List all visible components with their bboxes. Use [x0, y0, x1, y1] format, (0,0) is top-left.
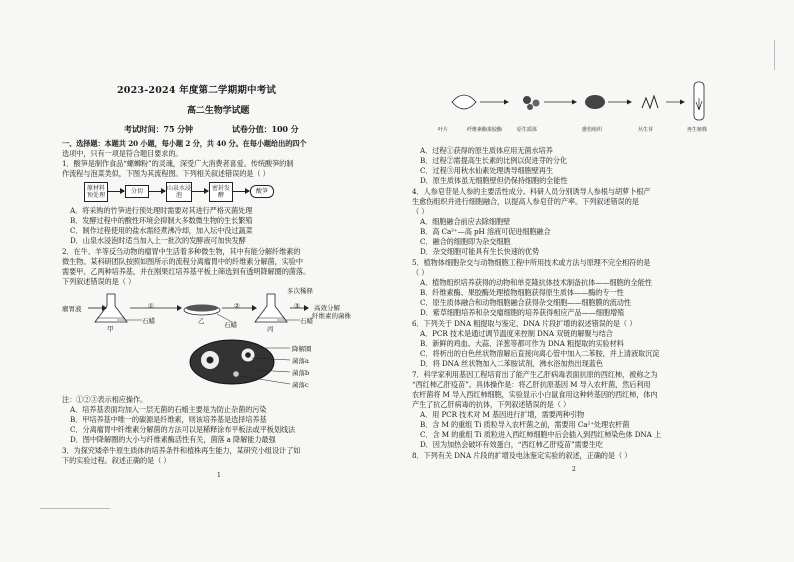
q2-line: 需要甲、乙两种培养基，并在刚果红培养基平板上筛选到有透明降解圈的菌落。	[62, 267, 311, 276]
q2-option: D．图中降解圈的大小与纤维素酶活性有关，菌落 a 降解能力最强	[70, 435, 276, 444]
q4-line: 4．人参皂苷是人参的主要活性成分。科研人员分别诱导人参根与胡萝卜根产	[412, 187, 651, 196]
q1-option: A．将采购的竹笋进行预处理时需要对其进行严格灭菌处理	[70, 206, 253, 215]
scan-mark	[774, 40, 775, 70]
flow-arrow	[191, 191, 208, 192]
q2-line: 2．在牛、羊等反刍动物的瘤胃中生活着多种微生物，其中有能分解纤维素的	[62, 247, 301, 256]
flow-step: 原材料预处理	[84, 182, 108, 202]
q6-option: A．PCR 技术是通过调节温度来控制 DNA 双链的解聚与结合	[420, 329, 613, 338]
q2-option: C．分离瘤胃中纤维素分解菌的方法可以是稀释涂布平板法或平板划线法	[70, 425, 296, 434]
colony-label: 菌落a	[292, 357, 309, 365]
dilution-label: 多次稀释	[287, 287, 313, 295]
callus-icon	[585, 95, 605, 109]
q7-option: A．用 PCR 技术对 M 基因进行扩增，需要两种引物	[420, 410, 585, 419]
page-number: 1	[217, 472, 221, 479]
paraffin-label: 石蜡	[224, 321, 237, 329]
step-label: ①	[148, 302, 154, 310]
result-label: 纤维素的菌株	[312, 312, 351, 320]
q7-line: 农杆菌将 M 导入西红柿细胞，实验显示小白鼠食用这种转基因的西红柿，体内	[412, 390, 658, 399]
shoots-icon	[642, 96, 658, 108]
flow-arrow	[107, 191, 124, 192]
paraffin-label: 石蜡	[142, 317, 155, 325]
fig-label: 叶片	[438, 127, 449, 133]
q4-option: D．杂交细胞可能具有生长快速的优势	[420, 247, 540, 256]
q4-option: C．融合的细胞即为杂交细胞	[420, 237, 511, 246]
flask-label: 丙	[267, 325, 274, 333]
q1-line: 1．酸笋是制作食品“螺蛳粉”的灵魂，深受广大消费者喜爱。传统酸笋的制	[62, 159, 294, 168]
result-label: 高效分解	[314, 304, 340, 312]
q6-option: C．将析出的白色丝状物溶解后直接向离心管中加入二苯胺，并上清液取沉淀	[420, 349, 660, 358]
q4-line: （ ）	[412, 207, 429, 216]
q2-note: 注：①②③表示相应操作。	[62, 395, 148, 404]
q2-line: 微生物。某科研团队按照如图所示的流程分离瘤胃中的纤维素分解菌，实验中	[62, 257, 303, 266]
flow-step: 密封发酵	[209, 182, 233, 202]
q3-line: 下的实验过程。叙述正确的是（ ）	[62, 456, 171, 465]
exam-time: 考试时间：75 分钟	[124, 124, 193, 134]
leaf-icon	[452, 95, 476, 109]
step-label: ②	[234, 302, 240, 310]
q7-line: 7．科学家利用基因工程培育出了能产生乙肝病毒表面抗原的西红柿，被称之为	[412, 370, 658, 379]
q3-option: D．原生质体虽无细胞壁但仍保持细胞的全能性	[420, 176, 568, 185]
q7-option: D．因为加热会破坏有效蛋白，“西红柿乙肝疫苗”需要生吃	[420, 440, 603, 449]
q3-option: B．过程②需提高生长素的比例以促进芽的分化	[420, 156, 567, 165]
flow-step: 山泉水浸泡	[166, 182, 192, 202]
flow-step: 酸笋	[250, 185, 274, 198]
q4-line: 生愈伤组织并进行细胞融合，以提高人参皂苷的产率。下列叙述错误的是	[412, 197, 639, 206]
flow-arrow	[232, 191, 249, 192]
rumen-fluid-label: 瘤胃液	[62, 305, 82, 313]
q7-line: 产生了抗乙肝病毒的抗体，下列叙述错误的是（ ）	[412, 400, 571, 409]
q5-line: （ ）	[412, 268, 429, 277]
section-heading-2: 选项中，只有一项是符合题目要求的。	[62, 149, 183, 158]
fig-label: 愈伤组织	[582, 127, 603, 133]
q8-line: 8．下列有关 DNA 片段的扩增及电泳鉴定实验的叙述，正确的是（ ）	[412, 451, 632, 460]
q2-option: B．甲培养基中唯一的碳源是纤维素，则该培养基是选择培养基	[70, 415, 267, 424]
q7-line: “西红柿乙肝疫苗”。具体操作是：将乙肝抗原基因 M 导入农杆菌，然后利用	[412, 380, 651, 389]
zone-label: 降解圈	[292, 345, 312, 353]
q7-option: C．含 M 的重组 Ti 质粒进入西红柿细胞中后会插入到西红柿染色体 DNA 上	[420, 430, 661, 439]
subject-title: 高二生物学试题	[187, 106, 250, 116]
q1-option: B．发酵过程中的酸性环境会抑制大多数微生物的生长繁殖	[70, 216, 253, 225]
q6-option: D．将 DNA 丝状物加入二苯胺试剂，沸水浴加热出现蓝色	[420, 359, 603, 368]
fig-label: 丛生芽	[638, 127, 654, 133]
fig-label: 纤维素酶果胶酶	[467, 127, 503, 133]
q6-line: 6．下列关于 DNA 粗提取与鉴定、DNA 片段扩增的叙述错误的是（ ）	[412, 319, 637, 328]
section-heading: 一、选择题：本题共 20 小题，每小题 2 分，共 40 分。在每小题给出的四个	[62, 139, 307, 148]
fig-label: 原生质体	[517, 127, 538, 133]
q3-line: 3．为探究矮牵牛原生质体的培养条件和植株再生能力，某研究小组设计了如	[62, 446, 301, 455]
q5-option: C．原生质体融合和动物细胞融合获得杂交细胞——细胞膜的流动性	[420, 298, 631, 307]
exam-title: 2023-2024 年度第二学期期中考试	[117, 85, 277, 96]
fig-label: 再生植株	[687, 127, 708, 133]
flow-step: 分切	[125, 185, 149, 198]
q3-option: A．过程①获得的原生质体应用无菌水培养	[420, 146, 553, 155]
q5-option: D．紫草细胞培养和杂交瘤细胞的培养获得相应产品——细胞增殖	[420, 308, 625, 317]
q2-line: 下列叙述错误的是（ ）	[62, 277, 136, 286]
q5-line: 5．植物体细胞杂交与动物细胞工程中所用技术或方法与原理不完全相符的是	[412, 258, 651, 267]
q2-figure	[62, 286, 382, 391]
exam-score: 试卷分值：100 分	[232, 124, 299, 134]
q5-option: A．植物组织培养获得的动物和单克隆抗体技术制备抗体——细胞的全能性	[420, 278, 652, 287]
q1-line: 作流程与泡菜类似，下图为其流程图。下列相关叙述错误的是（ ）	[62, 169, 270, 178]
q7-option: B．含 M 的重组 Ti 质粒导入农杆菌之前，需要用 Ca²⁺处理农杆菌	[420, 420, 630, 429]
q3-option: C．过程③用秋水仙素处理诱导细胞壁再生	[420, 166, 553, 175]
q6-option: B．新鲜的鸡血、大蒜、洋葱等都可作为 DNA 粗提取的实验材料	[420, 339, 624, 348]
q4-option: A．细胞融合前应去除细胞壁	[420, 217, 511, 226]
q1-option: C．制作过程使用的盐水需经煮沸冷却，加入坛中没过蔬菜	[70, 226, 253, 235]
flask-label: 甲	[107, 325, 114, 333]
q1-option: D．山泉水浸泡时适当加入上一批次的发酵液可加快发酵	[70, 236, 246, 245]
page-number: 2	[572, 466, 576, 473]
q5-option: B．纤维素酶、果胶酶处理植物细胞获得原生质体——酶的专一性	[420, 288, 624, 297]
flow-arrow	[148, 191, 165, 192]
colony-label: 菌落c	[292, 381, 309, 389]
plate-label: 乙	[198, 317, 205, 325]
scan-mark	[40, 508, 110, 509]
q2-option: A．培养基表面均加入一层无菌的石蜡主要是为防止杂菌的污染	[70, 405, 267, 414]
q3-figure	[432, 80, 722, 125]
paraffin-label: 石蜡	[300, 317, 313, 325]
step-label: ③	[294, 302, 300, 310]
q4-option: B．高 Ca²⁺—高 pH 溶液可促进细胞融合	[420, 227, 551, 236]
colony-label: 菌落b	[292, 369, 310, 377]
protoplast-icon	[523, 96, 531, 104]
